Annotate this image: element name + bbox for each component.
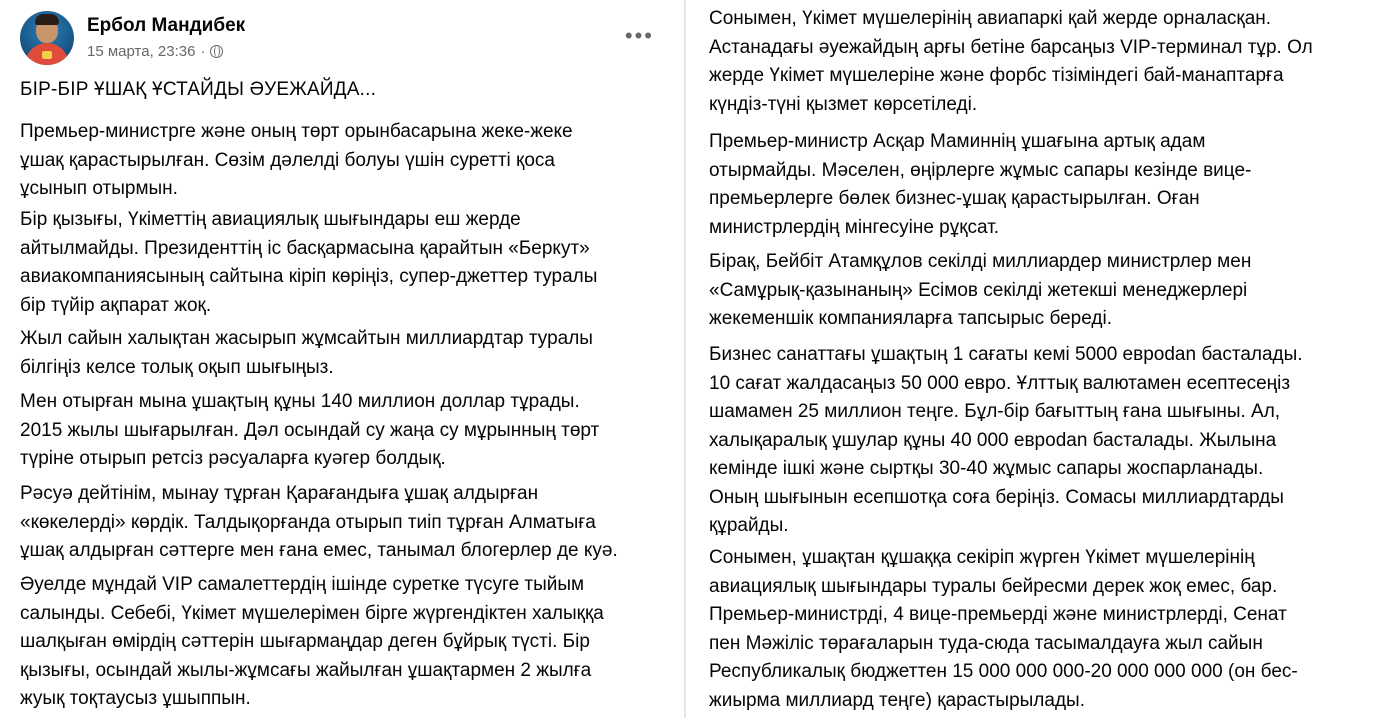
post-paragraph: Әуелде мұндай VIP самалеттердің ішінде суретке түсуге тыйым салынды. Себебі, Үкімет мүшелерімен бірге жүргендіктен халыққа шалқыған өмірдің сәттерін шығармаңдар деген бұйрық түсті. Бір қызығы, осындай жылы-жұмсағы жайылған ұшақтармен 2 жылға жуық тоқтаусыз ұшыппын. (20, 574, 604, 709)
meta-separator: · (200, 43, 206, 60)
post-paragraph: Сонымен, ұшақтан құшаққа секіріп жүрген Үкімет мүшелерінің авиациялық шығындары туралы бейресми дерек жоқ емес, бар. Премьер-министрді, 4 вице-премьерді және министрлерді, Сенат пен Мәжіліс төрағаларын туда-сюда тасымалдауға жыл сайын Республикалық бюджеттен 15 000 000 000-20 000 000 000 (он бес- жиырма миллиард теңге) қарастырылады. (709, 547, 1298, 711)
post-paragraph: Бірақ, Бейбіт Атамқұлов секілді миллиардер министрлер мен «Самұрық-қазынаның» Есімов секілді жетекші менеджерлері жекеменшік компанияларға тапсырыс береді. (709, 251, 1252, 329)
post-paragraph: Жыл сайын халықтан жасырып жұмсайтын миллиардтар туралы білгіңіз келсе толық оқып шығыңыз. (20, 328, 593, 378)
author-avatar[interactable] (20, 11, 74, 65)
more-options-icon[interactable]: ••• (624, 23, 654, 48)
globe-icon[interactable] (210, 45, 223, 58)
avatar-badge (42, 51, 52, 59)
post-paragraph: Премьер-министрге және оның төрт орынбасарына жеке-жеке ұшақ қарастырылған. Сөзім дәлелді болуы үшін суретті қоса ұсынып отырмын. (20, 121, 573, 199)
post-paragraph: Рәсуә дейтінім, мынау тұрған Қарағандыға ұшақ алдырған «көкелерді» көрдік. Талдықорғанда отырып тиіп тұрған Алматыға ұшақ алдырған сәттерге мен ғана емес, танымал блогерлер де куә. (20, 483, 618, 561)
post-paragraph: Премьер-министр Асқар Маминнің ұшағына артық адам отырмайды. Мәселен, өңірлерге жұмыс сапары кезінде вице- премьерлерге бөлек бизнес-ұшақ қарастырылған. Оған министрлердің мінгесуіне рұқсат. (709, 131, 1252, 238)
post-title: БІР-БІР ҰШАҚ ҰСТАЙДЫ ӘУЕЖАЙДА... (20, 79, 377, 100)
post-header (20, 11, 668, 63)
author-name[interactable]: Ербол Мандибек (87, 15, 246, 36)
post-paragraph: Бизнес санаттағы ұшақтың 1 сағаты кемі 5000 еврodan басталады. 10 сағат жалдасаңыз 50 000 евро. Ұлттық валютамен есептесеңіз шамамен 25 миллион теңге. Бұл-бір бағыттың ғана шығыны. Ал, халықаралық ұшулар құны 40 000 еврodan басталады. Жылына кемінде ішкі және сыртқы 30-40 жұмыс сапары жоспарланады. Оның шығынын есепшотқа соға беріңіз. Сомасы миллиардтарды құрайды. (709, 344, 1303, 536)
avatar-hair (35, 14, 59, 25)
right-screenshot-panel (686, 0, 1389, 718)
post-paragraph: Мен отырған мына ұшақтың құны 140 миллион доллар тұрады. 2015 жылы шығарылған. Дәл осындай су жаңа су мұрынның төрт түріне отырып ретсіз рәсуаларға куәгер болдық. (20, 391, 600, 469)
post-timestamp[interactable]: 15 марта, 23:36 (87, 43, 196, 60)
post-paragraph: Сонымен, Үкімет мүшелерінің авиапаркі қай жерде орналасқан. Астанадағы әуежайдың арғы бетіне барсаңыз VIP-терминал тұр. Ол жерде Үкімет мүшелеріне және форбс тізіміндегі бай-манаптарға күндіз-түні қызмет көрсетіледі. (709, 8, 1313, 115)
post-meta (87, 43, 223, 60)
post-paragraph: Бір қызығы, Үкіметтің авиациялық шығындары еш жерде айтылмайды. Президенттің іс басқармасына қарайтын «Беркут» авиакомпаниясының сайтына кіріп көріңіз, супер-джеттер туралы бір түйір ақпарат жоқ. (20, 209, 598, 316)
left-screenshot-panel (0, 0, 684, 718)
